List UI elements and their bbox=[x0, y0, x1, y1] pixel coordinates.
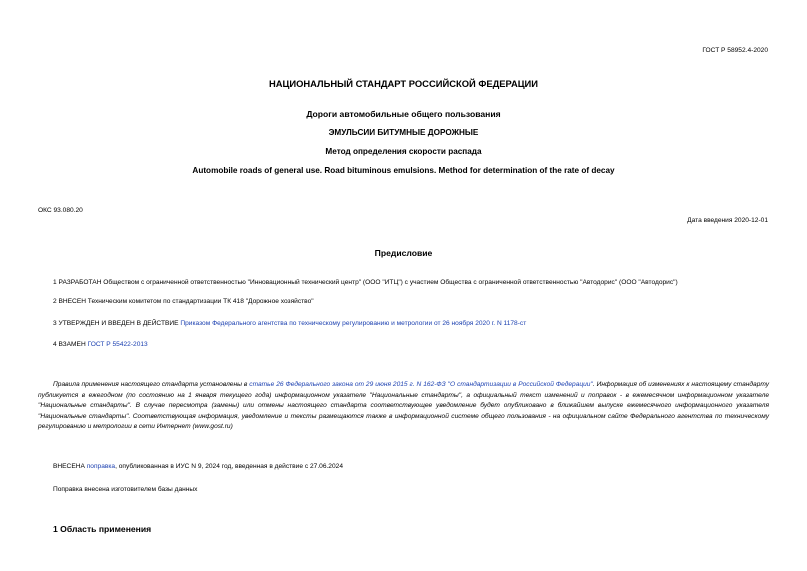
amendment-note: Поправка внесена изготовителем базы данных bbox=[53, 486, 198, 493]
preface-item-3-text: 3 УТВЕРЖДЕН И ВВЕДЕН В ДЕЙСТВИЕ bbox=[53, 320, 181, 327]
amendment-suffix: , опубликованная в ИУС N 9, 2024 год, введенная в действие с 27.06.2024 bbox=[115, 463, 343, 470]
preface-item-1: 1 РАЗРАБОТАН Обществом с ограниченной ответственностью "Инновационный технический центр" (ООО "ИТЦ") с участием Общества с ограниченной ответственностью "Автодорис" (ООО "Автодорис") bbox=[53, 279, 678, 286]
amendment-prefix: ВНЕСЕНА bbox=[53, 463, 87, 470]
oks-code: ОКС 93.080.20 bbox=[38, 207, 83, 214]
application-rules-paragraph bbox=[38, 380, 769, 433]
order-link[interactable]: Приказом Федерального агентства по техническому регулированию и метрологии от 26 ноября 2020 г. N 1178-ст bbox=[180, 320, 527, 327]
preface-item-4-text: 4 ВЗАМЕН bbox=[53, 341, 88, 348]
standard-title: НАЦИОНАЛЬНЫЙ СТАНДАРТ РОССИЙСКОЙ ФЕДЕРАЦИИ bbox=[268, 78, 539, 89]
introduction-date: Дата введения 2020-12-01 bbox=[687, 217, 768, 224]
method-subtitle: Метод определения скорости распада bbox=[325, 147, 482, 156]
preface-item-3 bbox=[53, 320, 526, 327]
preface-heading: Предисловие bbox=[374, 248, 433, 258]
document-code: ГОСТ Р 58952.4-2020 bbox=[702, 47, 768, 54]
roads-subtitle: Дороги автомобильные общего пользования bbox=[306, 109, 501, 119]
rules-text-start: Правила применения настоящего стандарта установлены в bbox=[53, 381, 250, 388]
preface-item-4 bbox=[53, 341, 148, 348]
amendment-line bbox=[53, 463, 343, 470]
preface-item-2: 2 ВНЕСЕН Техническим комитетом по стандартизации ТК 418 "Дорожное хозяйство" bbox=[53, 298, 314, 305]
subject-subtitle: ЭМУЛЬСИИ БИТУМНЫЕ ДОРОЖНЫЕ bbox=[328, 128, 479, 137]
amendment-link[interactable]: поправка bbox=[86, 463, 116, 470]
section-1-heading: 1 Область применения bbox=[53, 524, 152, 534]
rules-text-end: . Информация об изменениях к настоящему стандарту публикуется в ежегодном (по состоянию на 1 января текущего года) информационном указателе "Национальные стандарты", а официальный текст изменений и поправок - в ежемесячном информационном указателе "Национальные стандарты". В случае пересмотра (замены) или отмены настоящего стандарта соответствующее уведомление будет опубликовано в ближайшем выпуске ежемесячного информационного указателя "Национальные стандарты". Соответствующая информация, уведомление и тексты размещаются также в информационной системе общего пользования - на официальном сайте Федерального агентства по техническому регулированию и метрологии в сети Интернет (www.gost.ru) bbox=[38, 381, 770, 431]
federal-law-link[interactable]: статье 26 Федерального закона от 29 июня 2015 г. N 162-ФЗ "О стандартизации в Российской Федерации" bbox=[249, 381, 593, 388]
replaced-standard-link[interactable]: ГОСТ Р 55422-2013 bbox=[87, 341, 148, 348]
english-title: Automobile roads of general use. Road bituminous emulsions. Method for determination of the rate of decay bbox=[192, 166, 615, 175]
